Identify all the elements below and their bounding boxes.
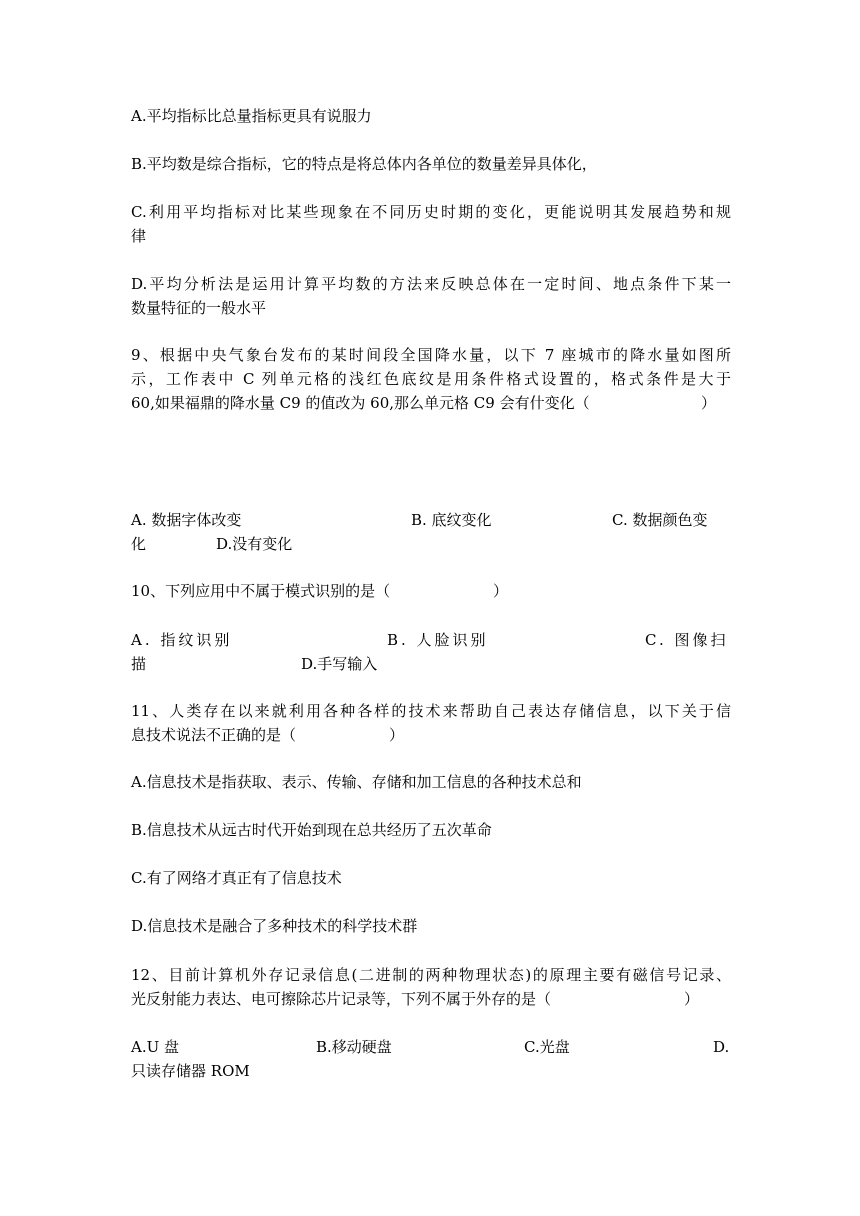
q10-answer-paren-close: ） bbox=[493, 582, 509, 600]
q12-answer-paren-close: ） bbox=[684, 990, 700, 1008]
q8-option-a: A.平均指标比总量指标更具有说服力 bbox=[131, 107, 372, 125]
q9-stem-line1: 9、根据中央气象台发布的某时间段全国降水量，以下 7 座城市的降水量如图所 bbox=[131, 346, 731, 364]
q10-option-b: B. 人脸识别 bbox=[387, 631, 489, 649]
q10-option-c: C. 图像扫 bbox=[645, 631, 729, 649]
q8-option-c-line2: 律 bbox=[131, 227, 147, 245]
q8-option-d-line1: D.平均分析法是运用计算平均数的方法来反映总体在一定时间、地点条件下某一 bbox=[131, 275, 731, 293]
q8-option-c-line1: C.利用平均指标对比某些现象在不同历史时期的变化，更能说明其发展趋势和规 bbox=[131, 203, 731, 221]
q12-option-c: C.光盘 bbox=[524, 1038, 570, 1056]
q8-option-d bbox=[131, 272, 731, 320]
q9-options bbox=[131, 508, 731, 556]
q12-options bbox=[131, 1035, 731, 1083]
q9-option-a: A. 数据字体改变 bbox=[131, 511, 242, 529]
q11-option-c: C.有了网络才真正有了信息技术 bbox=[131, 869, 342, 887]
q10-stem: 10、下列应用中不属于模式识别的是（ bbox=[131, 582, 391, 600]
q12-stem-line2: 光反射能力表达、电可擦除芯片记录等，下列不属于外存的是（ bbox=[131, 990, 552, 1008]
q10-options bbox=[131, 628, 731, 676]
q9-stem-line3 bbox=[131, 391, 731, 415]
q11-answer-paren-close: ） bbox=[389, 726, 405, 744]
question-9 bbox=[131, 343, 731, 415]
q12-stem-line1: 12、目前计算机外存记录信息(二进制的两种物理状态)的原理主要有磁信号记录、 bbox=[131, 966, 731, 984]
question-12 bbox=[131, 963, 731, 1011]
q12-option-a: A.U 盘 bbox=[131, 1038, 180, 1056]
q10-option-d: D.手写输入 bbox=[301, 655, 378, 673]
q12-option-b: B.移动硬盘 bbox=[316, 1038, 392, 1056]
q11-option-a: A.信息技术是指获取、表示、传输、存储和加工信息的各种技术总和 bbox=[131, 773, 582, 791]
q8-option-b: B.平均数是综合指标，它的特点是将总体内各单位的数量差异具体化， bbox=[131, 155, 597, 173]
q11-option-d: D.信息技术是融合了多种技术的科学技术群 bbox=[131, 917, 418, 935]
q8-option-d-line2: 数量特征的一般水平 bbox=[131, 299, 267, 317]
q12-option-d: D. bbox=[713, 1038, 730, 1056]
q11-stem-line2: 息技术说法不正确的是（ bbox=[131, 726, 297, 744]
q9-option-c-cont: 化 bbox=[131, 535, 147, 553]
q9-option-b: B. 底纹变化 bbox=[411, 511, 492, 529]
q10-option-c-cont: 描 bbox=[131, 655, 147, 673]
q9-stem-line2: 示，工作表中 C 列单元格的浅红色底纹是用条件格式设置的，格式条件是大于 bbox=[131, 370, 731, 388]
q9-option-d: D.没有变化 bbox=[216, 535, 293, 553]
q9-stem-text: 60,如果福鼎的降水量 C9 的值改为 60,那么单元格 C9 会有什变化（ bbox=[131, 394, 590, 412]
q12-option-d-cont: 只读存储器 ROM bbox=[131, 1062, 250, 1080]
question-11 bbox=[131, 699, 731, 747]
q8-option-c bbox=[131, 200, 731, 248]
q10-option-a: A. 指纹识别 bbox=[131, 631, 233, 649]
q11-option-b: B.信息技术从远古时代开始到现在总共经历了五次革命 bbox=[131, 821, 492, 839]
q9-answer-paren-close: ） bbox=[701, 394, 717, 412]
q9-option-c: C. 数据颜色变 bbox=[612, 511, 708, 529]
q11-stem-line1: 11、人类存在以来就利用各种各样的技术来帮助自己表达存储信息，以下关于信 bbox=[131, 702, 731, 720]
question-10 bbox=[131, 579, 731, 603]
